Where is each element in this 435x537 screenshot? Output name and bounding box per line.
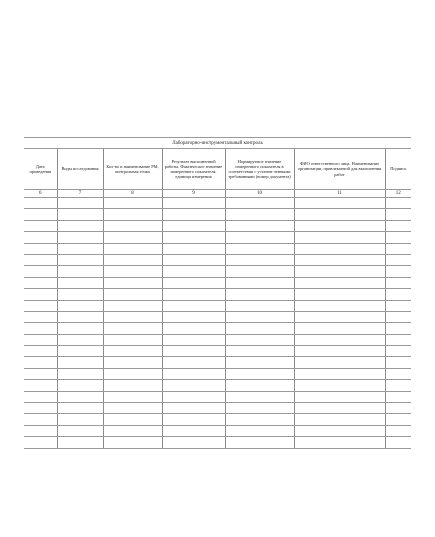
table-cell: [225, 380, 294, 391]
table-row: [24, 243, 411, 254]
table-cell: [294, 368, 385, 379]
table-cell: [24, 368, 57, 379]
table-cell: [24, 266, 57, 277]
table-cell: [57, 209, 103, 220]
table-cell: [385, 391, 411, 402]
table-cell: [225, 368, 294, 379]
column-number-row: [24, 190, 411, 198]
table-cell: [57, 391, 103, 402]
table-row: [24, 198, 411, 209]
table-cell: [294, 414, 385, 425]
table-cell: [103, 391, 162, 402]
table-cell: [162, 380, 225, 391]
table-cell: [24, 437, 57, 448]
table-cell: [24, 198, 57, 209]
column-header-signature: Подпись: [385, 149, 411, 190]
column-header-norm-value: Нормируемое значение измеренного показателя в соответствии с установ-ленными требованиями (номер документа): [225, 149, 294, 190]
column-number: 10: [225, 190, 294, 198]
table-cell: [57, 368, 103, 379]
table-cell: [385, 311, 411, 322]
table-cell: [24, 334, 57, 345]
table-cell: [162, 277, 225, 288]
table-cell: [385, 425, 411, 436]
table-cell: [162, 243, 225, 254]
table-cell: [162, 254, 225, 265]
table-title: Лабораторно-инструментальный контроль: [24, 138, 411, 149]
table-cell: [24, 289, 57, 300]
table-cell: [225, 323, 294, 334]
table-cell: [385, 254, 411, 265]
table-row: [24, 220, 411, 231]
table-cell: [103, 357, 162, 368]
column-number: 7: [57, 190, 103, 198]
table-cell: [294, 198, 385, 209]
table-cell: [103, 323, 162, 334]
table-cell: [225, 425, 294, 436]
table-cell: [24, 232, 57, 243]
table-cell: [385, 198, 411, 209]
table-cell: [103, 232, 162, 243]
table-cell: [57, 437, 103, 448]
table-cell: [225, 198, 294, 209]
table-cell: [162, 357, 225, 368]
table-cell: [57, 198, 103, 209]
table-cell: [225, 357, 294, 368]
table-cell: [294, 289, 385, 300]
table-cell: [24, 403, 57, 414]
table-cell: [103, 437, 162, 448]
table-cell: [162, 425, 225, 436]
table-cell: [294, 209, 385, 220]
table-cell: [225, 300, 294, 311]
table-cell: [294, 277, 385, 288]
table-row: [24, 368, 411, 379]
table-cell: [24, 300, 57, 311]
table-row: [24, 277, 411, 288]
table-cell: [57, 300, 103, 311]
table-cell: [294, 266, 385, 277]
table-cell: [385, 277, 411, 288]
table-cell: [294, 232, 385, 243]
table-row: [24, 414, 411, 425]
table-cell: [294, 254, 385, 265]
table-cell: [294, 425, 385, 436]
table-row: [24, 403, 411, 414]
table-cell: [385, 414, 411, 425]
table-row: [24, 323, 411, 334]
table-row: [24, 357, 411, 368]
table-row: [24, 209, 411, 220]
column-number: 6: [24, 190, 57, 198]
table-cell: [385, 289, 411, 300]
table-cell: [294, 334, 385, 345]
table-row: [24, 437, 411, 448]
table-cell: [225, 311, 294, 322]
table-cell: [103, 425, 162, 436]
table-cell: [24, 425, 57, 436]
table-row: [24, 334, 411, 345]
table-cell: [385, 403, 411, 414]
table-cell: [385, 300, 411, 311]
table-row: [24, 346, 411, 357]
table-cell: [225, 346, 294, 357]
table-row: [24, 266, 411, 277]
table-row: [24, 300, 411, 311]
table-cell: [385, 232, 411, 243]
table-cell: [162, 403, 225, 414]
table-cell: [385, 437, 411, 448]
table-cell: [103, 266, 162, 277]
table-cell: [294, 391, 385, 402]
table-cell: [385, 323, 411, 334]
table-cell: [57, 323, 103, 334]
table-cell: [103, 311, 162, 322]
table-row: [24, 380, 411, 391]
table-cell: [103, 220, 162, 231]
table-cell: [103, 198, 162, 209]
table-cell: [103, 368, 162, 379]
table-cell: [385, 266, 411, 277]
table-body: [24, 198, 411, 449]
table-cell: [162, 289, 225, 300]
table-cell: [225, 414, 294, 425]
table-cell: [225, 209, 294, 220]
table-cell: [57, 311, 103, 322]
table-cell: [225, 220, 294, 231]
column-number: 9: [162, 190, 225, 198]
table-cell: [24, 323, 57, 334]
table-cell: [385, 346, 411, 357]
table-row: [24, 254, 411, 265]
table-cell: [103, 289, 162, 300]
table-cell: [57, 403, 103, 414]
table-cell: [24, 414, 57, 425]
table-cell: [162, 391, 225, 402]
table-cell: [162, 209, 225, 220]
table-cell: [57, 357, 103, 368]
table-cell: [103, 300, 162, 311]
table-cell: [294, 357, 385, 368]
table-cell: [57, 346, 103, 357]
table-cell: [57, 414, 103, 425]
table-cell: [57, 425, 103, 436]
table-cell: [24, 220, 57, 231]
table-cell: [294, 311, 385, 322]
table-cell: [162, 334, 225, 345]
table-cell: [225, 289, 294, 300]
table-cell: [225, 232, 294, 243]
table-cell: [103, 403, 162, 414]
table-cell: [103, 346, 162, 357]
table-cell: [294, 403, 385, 414]
table-cell: [162, 414, 225, 425]
table-cell: [103, 380, 162, 391]
table-cell: [385, 243, 411, 254]
table-cell: [162, 323, 225, 334]
table-cell: [162, 311, 225, 322]
table-cell: [24, 243, 57, 254]
table-cell: [57, 380, 103, 391]
table-cell: [385, 220, 411, 231]
table-cell: [294, 437, 385, 448]
table-cell: [294, 323, 385, 334]
table-cell: [57, 232, 103, 243]
table-cell: [385, 368, 411, 379]
table-cell: [24, 391, 57, 402]
table-cell: [294, 220, 385, 231]
table-cell: [162, 220, 225, 231]
table-cell: [103, 209, 162, 220]
table-cell: [385, 334, 411, 345]
table-cell: [162, 198, 225, 209]
column-header-research-type: Виды исследования: [57, 149, 103, 190]
table-row: [24, 232, 411, 243]
table-cell: [162, 300, 225, 311]
table-cell: [103, 334, 162, 345]
table-cell: [57, 334, 103, 345]
table-cell: [294, 243, 385, 254]
column-header-workplaces: Кол-во и наименование РМ, контрольная точка: [103, 149, 162, 190]
table-cell: [225, 391, 294, 402]
table-cell: [103, 254, 162, 265]
table-cell: [57, 266, 103, 277]
table-cell: [57, 254, 103, 265]
table-cell: [103, 277, 162, 288]
table-cell: [162, 437, 225, 448]
table-cell: [24, 357, 57, 368]
table-cell: [225, 243, 294, 254]
table-row: [24, 391, 411, 402]
table-cell: [385, 380, 411, 391]
table-cell: [225, 277, 294, 288]
table-cell: [294, 380, 385, 391]
table-cell: [103, 414, 162, 425]
table-cell: [162, 266, 225, 277]
table-cell: [57, 277, 103, 288]
table-cell: [225, 254, 294, 265]
table-row: [24, 311, 411, 322]
table-cell: [225, 266, 294, 277]
table-cell: [103, 243, 162, 254]
column-number: 11: [294, 190, 385, 198]
table-cell: [24, 209, 57, 220]
table-cell: [162, 346, 225, 357]
table-cell: [294, 300, 385, 311]
table-cell: [24, 346, 57, 357]
column-header-result: Результат выполненной работы. Фактическое значение измеренного показателя, единица измерения: [162, 149, 225, 190]
table-cell: [225, 334, 294, 345]
table-cell: [24, 311, 57, 322]
control-table: [24, 137, 411, 449]
table-cell: [385, 357, 411, 368]
table-cell: [24, 277, 57, 288]
table-cell: [24, 254, 57, 265]
column-number: 8: [103, 190, 162, 198]
table-cell: [225, 437, 294, 448]
column-header-responsible: ФИО ответственного лица. Наименование организации, привлекаемой для выполнения работ: [294, 149, 385, 190]
table-cell: [57, 289, 103, 300]
table-cell: [162, 368, 225, 379]
column-header-date: Дата проведения: [24, 149, 57, 190]
table-row: [24, 289, 411, 300]
table-cell: [225, 403, 294, 414]
table-cell: [57, 220, 103, 231]
table-cell: [162, 232, 225, 243]
column-number: 12: [385, 190, 411, 198]
table-cell: [57, 243, 103, 254]
table-cell: [385, 209, 411, 220]
table-cell: [24, 380, 57, 391]
header-row: [24, 149, 411, 190]
table-cell: [294, 346, 385, 357]
table-row: [24, 425, 411, 436]
